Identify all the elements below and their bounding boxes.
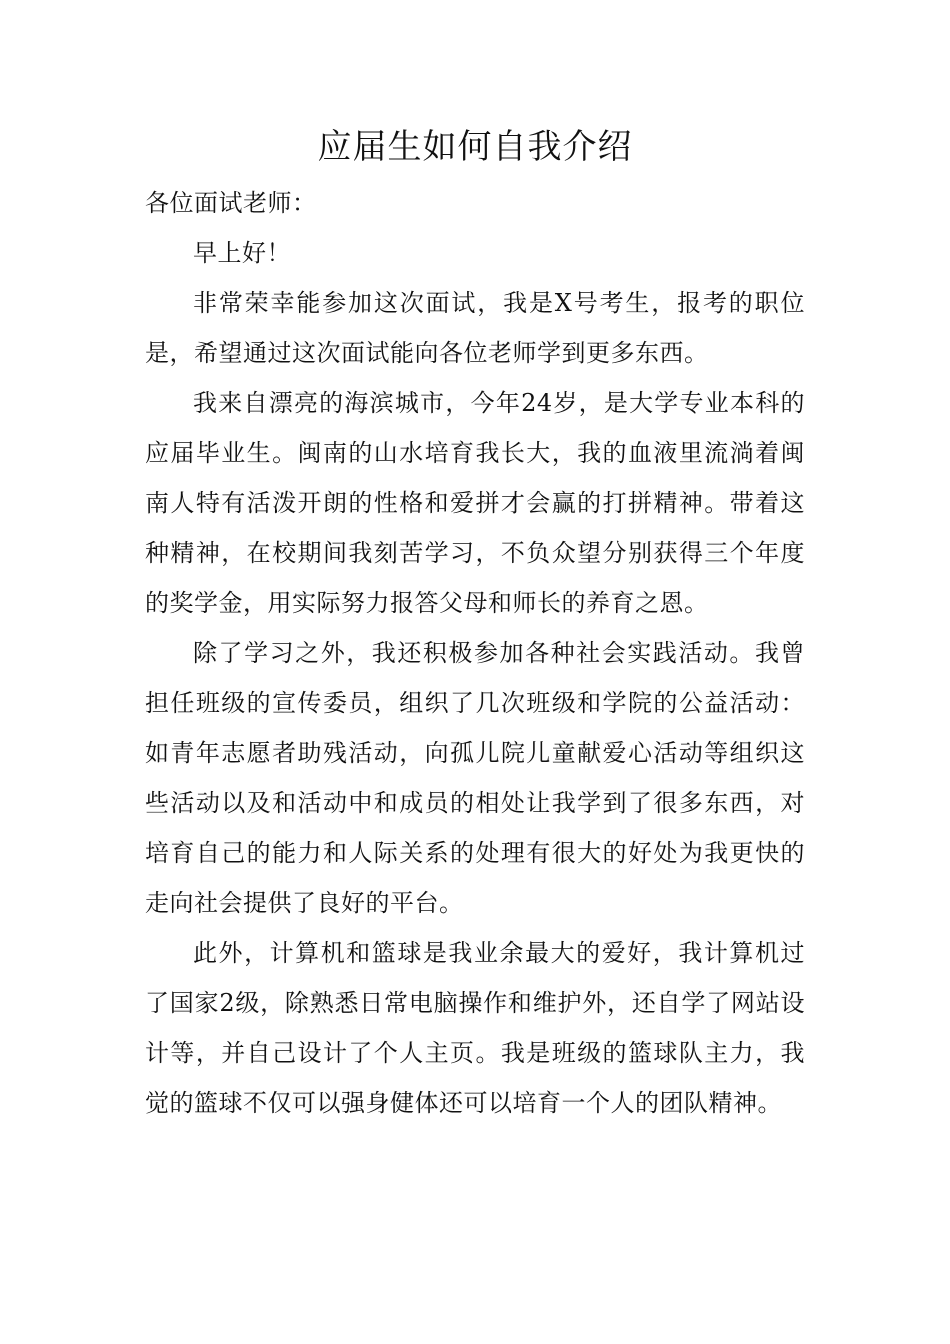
paragraph-hobbies: 此外，计算机和篮球是我业余最大的爱好，我计算机过了国家2级，除熟悉日常电脑操作和维护外，还自学了网站设计等，并自己设计了个人主页。我是班级的篮球队主力，我觉的篮球不仅可以强身健体还可以培育一个人的团队精神。 — [145, 939, 805, 1117]
paragraph-activities: 除了学习之外，我还积极参加各种社会实践活动。我曾担任班级的宣传委员，组织了几次班级和学院的公益活动：如青年志愿者助残活动，向孤儿院儿童献爱心活动等组织这些活动以及和活动中和成员的相处让我学到了很多东西，对培育自己的能力和人际关系的处理有很大的好处为我更快的走向社会提供了良好的平台。 — [145, 639, 805, 917]
document-title: 应届生如何自我介绍 — [317, 127, 633, 167]
document-body — [145, 178, 805, 1128]
paragraph-background: 我来自漂亮的海滨城市，今年24岁，是大学专业本科的应届毕业生。闽南的山水培育我长大，我的血液里流淌着闽南人特有活泼开朗的性格和爱拼才会赢的打拼精神。带着这种精神，在校期间我刻苦学习，不负众望分别获得三个年度的奖学金，用实际努力报答父母和师长的养育之恩。 — [145, 389, 805, 617]
paragraph-greeting: 早上好！ — [193, 239, 291, 267]
salutation: 各位面试老师： — [145, 189, 317, 217]
paragraph-intro: 非常荣幸能参加这次面试，我是X号考生，报考的职位是，希望通过这次面试能向各位老师学到更多东西。 — [145, 289, 805, 367]
